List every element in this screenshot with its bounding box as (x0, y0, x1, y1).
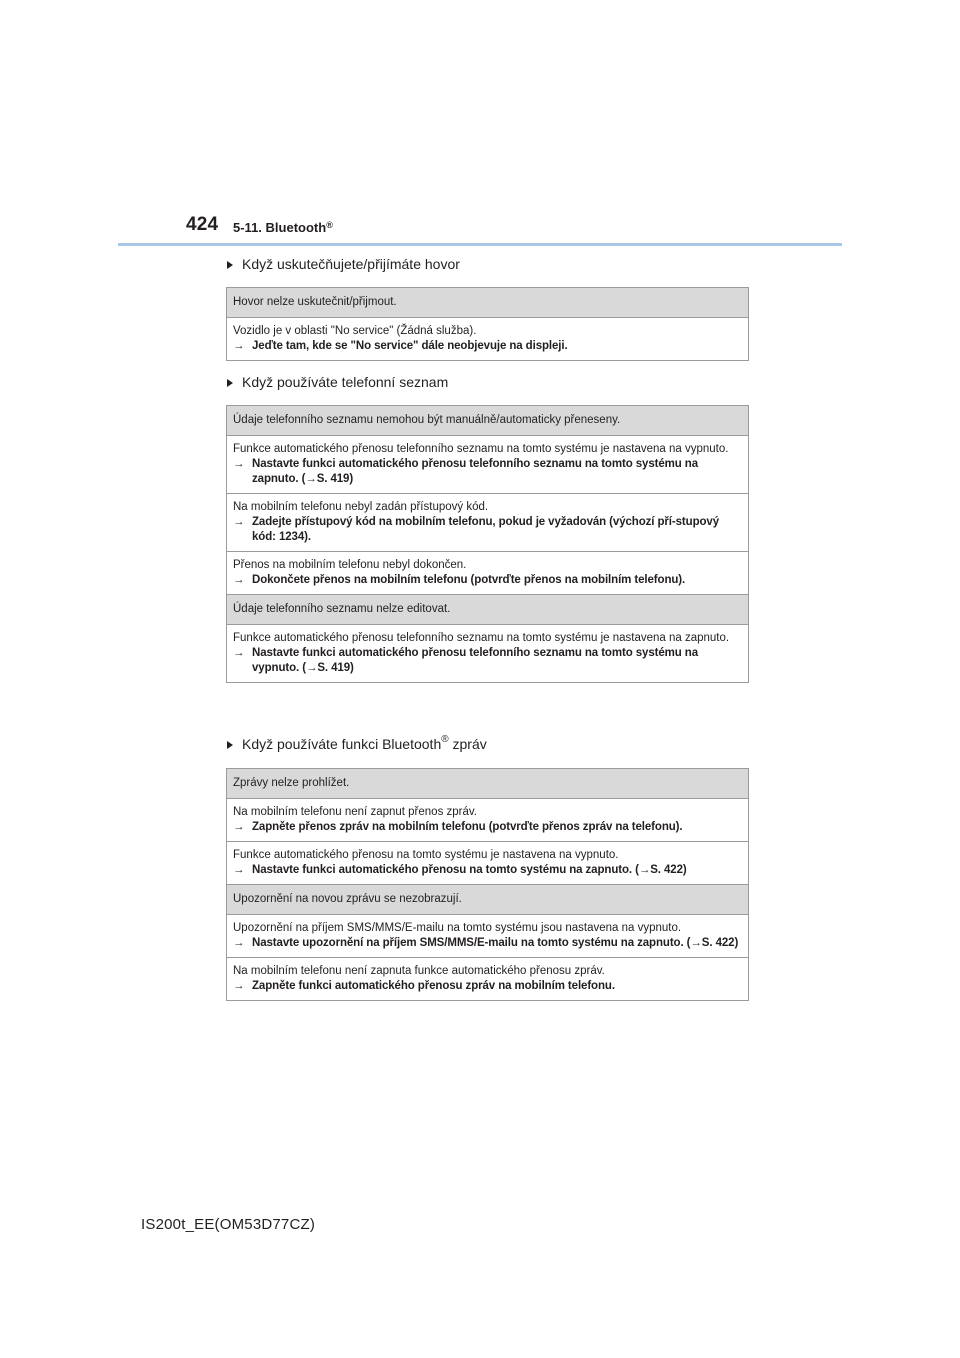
remedy-text: Nastavte funkci automatického přenosu telefonního seznamu na tomto systému na vypnuto. (→S. 419) (252, 647, 699, 674)
solution-row (227, 624, 748, 682)
remedy-text: Zadejte přístupový kód na mobilním telefonu, pokud je vyžadován (výchozí pří-stupový kód: 1234). (252, 516, 720, 543)
right-arrow-icon: → (233, 821, 245, 833)
cause-text: Funkce automatického přenosu telefonního seznamu na tomto systému je nastavena na vypnuto. (233, 443, 729, 455)
problem-text: Hovor nelze uskutečnit/přijmout. (233, 296, 397, 308)
problem-row (227, 406, 748, 435)
solution-row (227, 957, 748, 1000)
registered-mark: ® (441, 733, 449, 745)
right-arrow-icon: → (233, 574, 245, 586)
cause-text: Na mobilním telefonu nebyl zadán přístupový kód. (233, 501, 489, 513)
remedy-text: Nastavte upozornění na příjem SMS/MMS/E-mailu na tomto systému na zapnuto. (→S. 422) (252, 937, 739, 949)
subheading-calls (227, 256, 460, 272)
subheading-text: Když používáte funkci Bluetooth (242, 736, 442, 752)
troubleshooting-table-calls (226, 287, 749, 361)
registered-mark: ® (326, 220, 333, 230)
remedy (233, 339, 742, 354)
problem-row (227, 288, 748, 317)
remedy-text: Jeďte tam, kde se "No service" dále neobjevuje na displeji. (252, 340, 568, 352)
subheading-text: Když uskutečňujete/přijímáte hovor (242, 256, 460, 272)
problem-row (227, 769, 748, 798)
solution-row (227, 798, 748, 841)
footer-code: IS200t_EE(OM53D77CZ) (141, 1216, 316, 1233)
subheading-phonebook (227, 374, 448, 390)
section-title-text: 5-11. Bluetooth (233, 220, 327, 235)
remedy (233, 979, 742, 994)
right-arrow-icon: → (233, 937, 245, 949)
problem-text: Zprávy nelze prohlížet. (233, 777, 350, 789)
right-arrow-icon: → (233, 647, 245, 659)
triangle-bullet-icon (227, 261, 233, 269)
solution-row (227, 493, 748, 551)
remedy (233, 820, 742, 835)
solution-row (227, 551, 748, 594)
right-arrow-icon: → (233, 458, 245, 470)
cause-text: Upozornění na příjem SMS/MMS/E-mailu na tomto systému jsou nastavena na vypnuto. (233, 922, 682, 934)
solution-row (227, 841, 748, 884)
solution-row (227, 317, 748, 360)
right-arrow-icon: → (233, 516, 245, 528)
troubleshooting-table-messages (226, 768, 749, 1001)
subheading-messages (227, 733, 487, 752)
right-arrow-icon: → (233, 340, 245, 352)
remedy (233, 646, 742, 676)
remedy-text: Zapněte přenos zpráv na mobilním telefonu (potvrďte přenos zpráv na telefonu). (252, 821, 683, 833)
remedy (233, 457, 742, 487)
cause-text: Funkce automatického přenosu telefonního seznamu na tomto systému je nastavena na zapnuto. (233, 632, 730, 644)
cause-text: Přenos na mobilním telefonu nebyl dokončen. (233, 559, 467, 571)
remedy-text: Nastavte funkci automatického přenosu na tomto systému na zapnuto. (→S. 422) (252, 864, 687, 876)
remedy (233, 573, 742, 588)
solution-row (227, 435, 748, 493)
problem-text: Údaje telefonního seznamu nemohou být manuálně/automaticky přeneseny. (233, 414, 621, 426)
problem-row (227, 884, 748, 914)
remedy (233, 936, 742, 951)
remedy-text: Zapněte funkci automatického přenosu zpráv na mobilním telefonu. (252, 980, 615, 992)
cause-text: Na mobilním telefonu není zapnuta funkce automatického přenosu zpráv. (233, 965, 605, 977)
cause-text: Vozidlo je v oblasti "No service" (Žádná služba). (233, 325, 477, 337)
header-rule (118, 243, 842, 246)
cause-text: Na mobilním telefonu není zapnut přenos zpráv. (233, 806, 477, 818)
problem-text: Upozornění na novou zprávu se nezobrazují. (233, 893, 462, 905)
triangle-bullet-icon (227, 741, 233, 749)
right-arrow-icon: → (233, 980, 245, 992)
troubleshooting-table-phonebook (226, 405, 749, 683)
remedy (233, 863, 742, 878)
remedy (233, 515, 742, 545)
subheading-text: Když používáte telefonní seznam (242, 374, 449, 390)
triangle-bullet-icon (227, 379, 233, 387)
problem-row (227, 594, 748, 624)
cause-text: Funkce automatického přenosu na tomto systému je nastavena na vypnuto. (233, 849, 619, 861)
problem-text: Údaje telefonního seznamu nelze editovat. (233, 603, 451, 615)
right-arrow-icon: → (233, 864, 245, 876)
remedy-text: Dokončete přenos na mobilním telefonu (potvrďte přenos na mobilním telefonu). (252, 574, 686, 586)
solution-row (227, 914, 748, 957)
section-title (233, 220, 333, 235)
remedy-text: Nastavte funkci automatického přenosu telefonního seznamu na tomto systému na zapnuto. (→S. 419) (252, 458, 699, 485)
page-number: 424 (186, 214, 219, 235)
subheading-suffix: zpráv (448, 736, 487, 752)
